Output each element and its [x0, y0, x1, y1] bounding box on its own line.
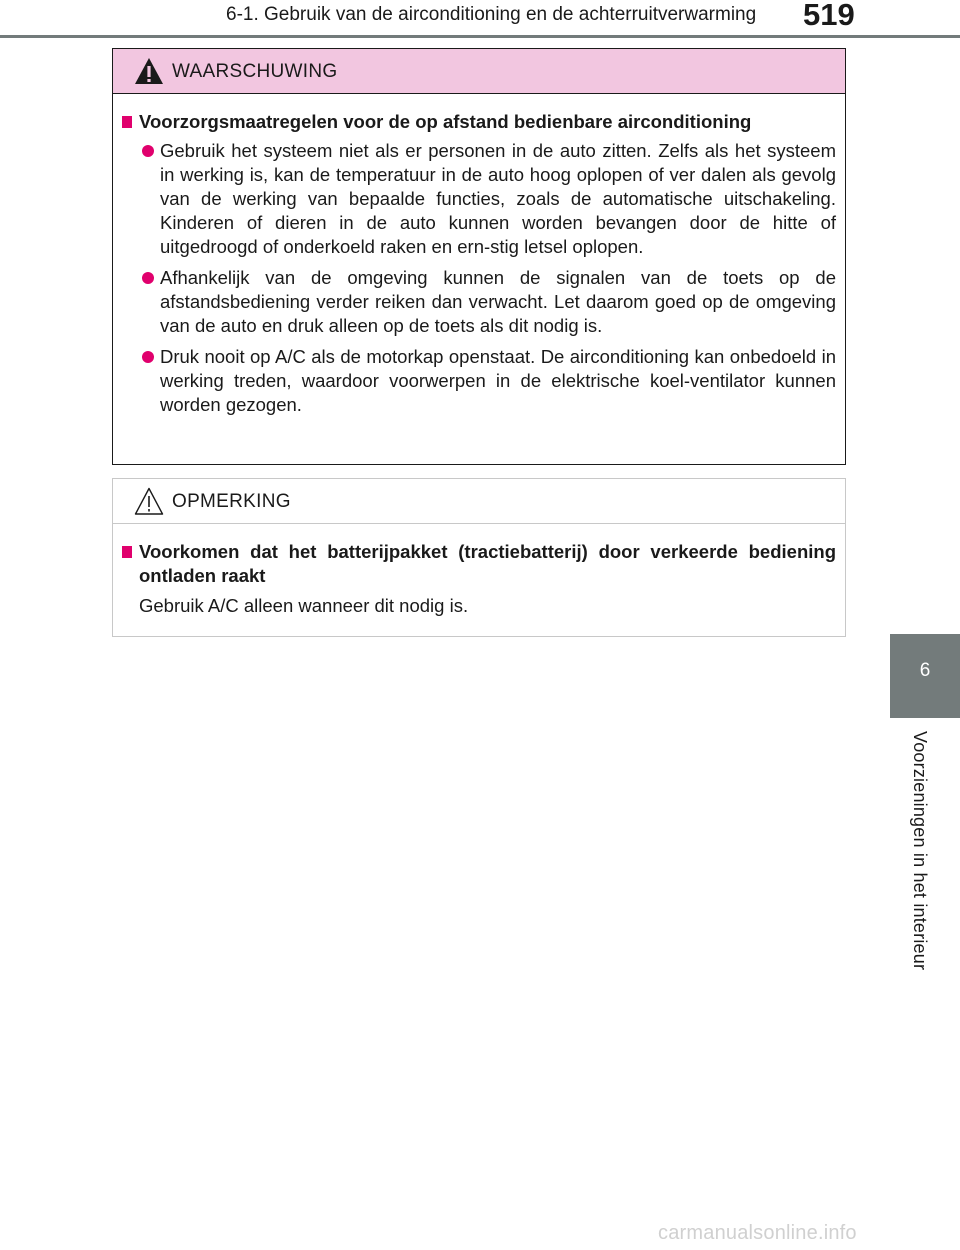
warning-triangle-icon: [134, 57, 164, 85]
square-bullet-icon: [122, 546, 132, 558]
warning-item: [122, 139, 836, 259]
warning-title: WAARSCHUWING: [172, 61, 338, 82]
note-topic-text: Voorkomen dat het batterijpakket (tractiebatterij) door verkeerde bediening ontladen raakt: [139, 541, 836, 586]
round-bullet-icon: [142, 272, 154, 284]
note-title: OPMERKING: [172, 491, 291, 512]
header-divider: [0, 35, 960, 38]
chapter-heading: 6-1. Gebruik van de airconditioning en de achterruitverwarming: [226, 4, 757, 25]
warning-topic: [122, 110, 836, 134]
page-number: 519: [803, 0, 855, 32]
note-body: [113, 524, 845, 618]
warning-item-text: Gebruik het systeem niet als er personen in de auto zitten. Zelfs als het systeem in werking is, kan de temperatuur in de auto hoog oplopen of ver dalen als gevolg van de werking van bepaalde functies, zoals de automatische uitschakeling. Kinderen of dieren in de auto kunnen worden bevangen door de hitte of uitgedroogd of onderkoeld raken en ern-stig letsel oplopen.: [160, 140, 836, 257]
watermark: carmanualsonline.info: [658, 1222, 857, 1244]
warning-item-text: Afhankelijk van de omgeving kunnen de signalen van de toets op de afstandsbediening verder reiken dan verwacht. Let daarom goed op de omgeving van de auto en druk alleen op de toets als dit nodig is.: [160, 267, 836, 336]
warning-item-text: Druk nooit op A/C als de motorkap openstaat. De airconditioning kan onbedoeld in werking treden, waardoor voorwerpen in de elektrische koel-ventilator kunnen worden gezogen.: [160, 346, 836, 415]
warning-item: [122, 266, 836, 338]
warning-body: [113, 94, 845, 417]
caution-triangle-icon: [134, 487, 164, 515]
note-topic: [122, 540, 836, 588]
warning-box: [112, 48, 846, 465]
note-header: [113, 479, 845, 524]
warning-header: [113, 49, 845, 94]
warning-item: [122, 345, 836, 417]
note-box: [112, 478, 846, 637]
chapter-tab-number: 6: [919, 660, 931, 681]
round-bullet-icon: [142, 351, 154, 363]
square-bullet-icon: [122, 116, 132, 128]
note-text: Gebruik A/C alleen wanneer dit nodig is.: [139, 595, 469, 616]
chapter-tab-label: Voorzieningen in het interieur: [910, 731, 930, 971]
warning-topic-text: Voorzorgsmaatregelen voor de op afstand bedienbare airconditioning: [139, 111, 752, 132]
round-bullet-icon: [142, 145, 154, 157]
chapter-tab: [890, 634, 960, 718]
